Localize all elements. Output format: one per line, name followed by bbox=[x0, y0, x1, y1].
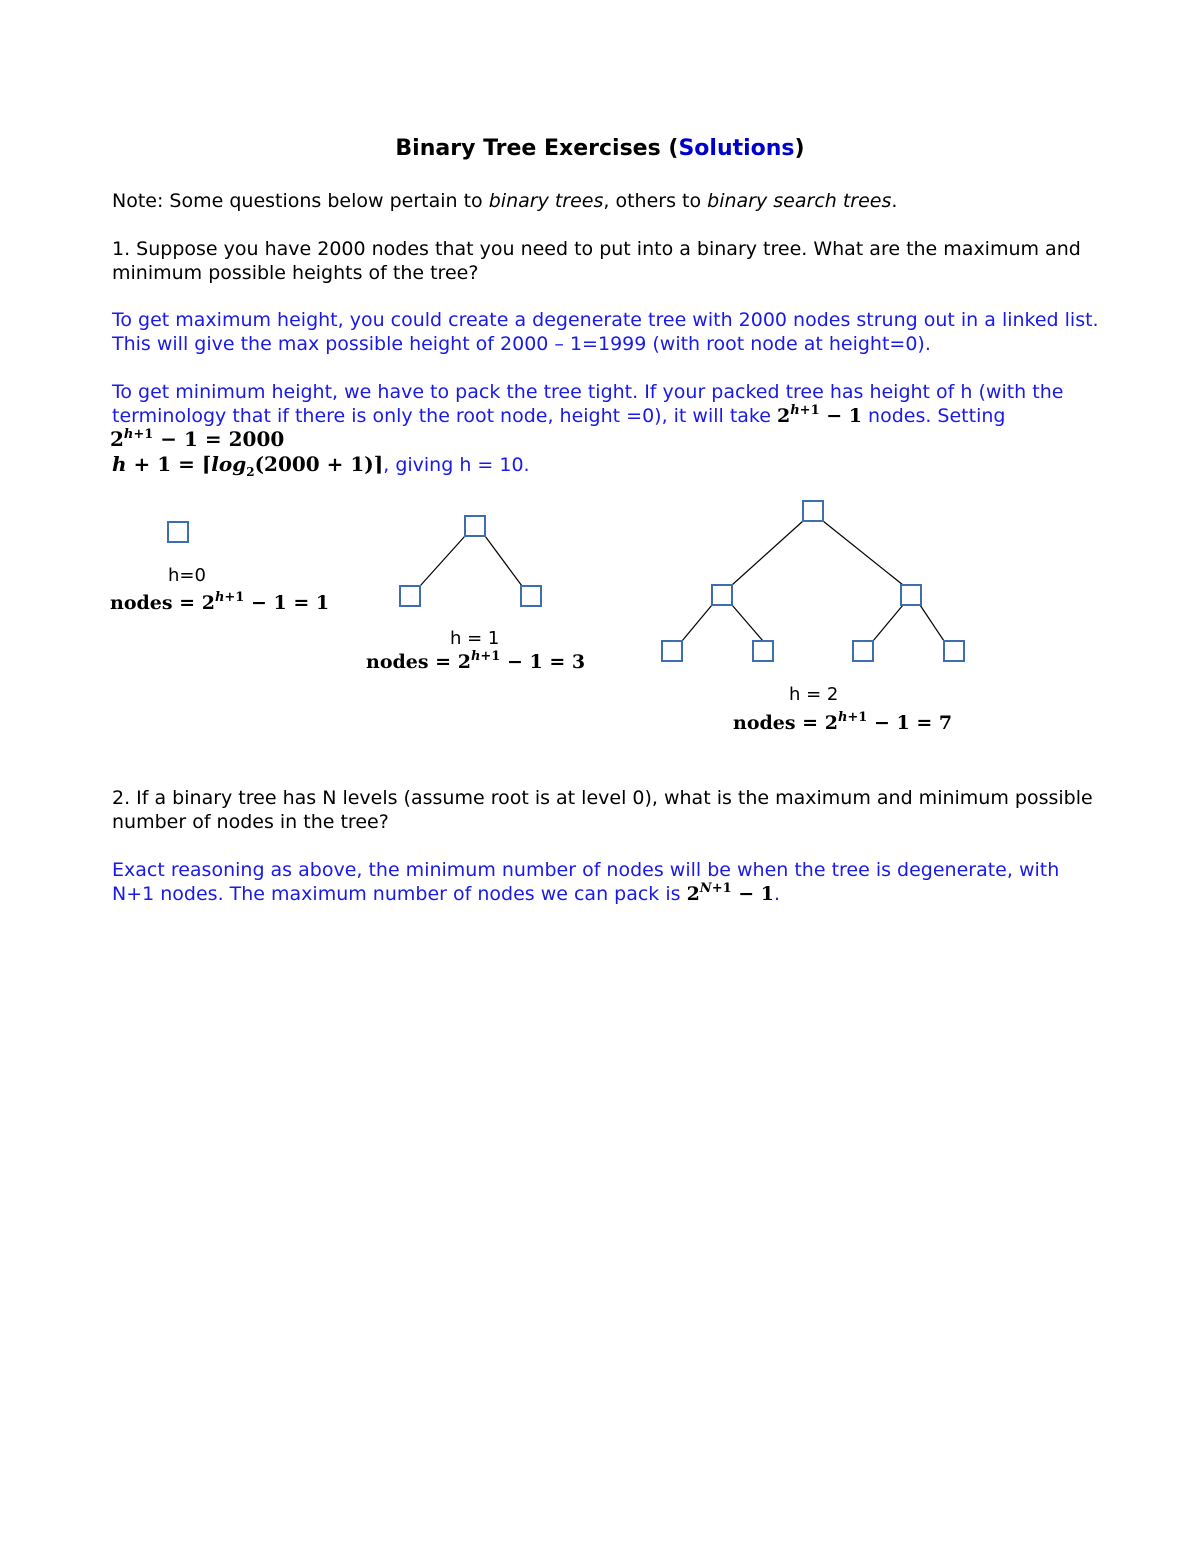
answer-1-max-height: To get maximum height, you could create a degenerate tree with 2000 nodes strung out in a linked list. This will give the max possible height of 2000 – 1=1999 (with root node at height=0). bbox=[112, 309, 1099, 355]
tree2-root-node bbox=[803, 501, 823, 521]
note-mid: , others to bbox=[603, 190, 708, 212]
tree2-edge-r-rl bbox=[873, 605, 903, 641]
note-prefix: Note: Some questions below pertain to bbox=[112, 190, 489, 212]
tree2-edge-l-lr bbox=[732, 605, 763, 641]
title-close-paren: ) bbox=[794, 136, 805, 161]
tree1-caption: h = 1 bbox=[450, 628, 500, 649]
answer-2 bbox=[112, 858, 1102, 906]
tree2-formula: nodes = $2^{h+1} - 1 = 7$ bbox=[733, 710, 953, 734]
tree1-right-node bbox=[521, 586, 541, 606]
question-2: 2. If a binary tree has N levels (assume root is at level 0), what is the maximum and minimum possible number of nodes in the tree? bbox=[112, 787, 1093, 833]
tree2-result: 7 bbox=[938, 712, 953, 734]
tree2-left-node bbox=[712, 585, 732, 605]
tree2-rl-node bbox=[853, 641, 873, 661]
title-main: Binary Tree Exercises bbox=[395, 136, 661, 161]
tree0-root-node bbox=[168, 522, 188, 542]
tree1-result: 3 bbox=[571, 651, 586, 673]
tree1-formula: nodes = $2^{h+1} - 1 = 3$ bbox=[366, 649, 586, 673]
tree2-ll-node bbox=[662, 641, 682, 661]
tree0-caption: h=0 bbox=[168, 565, 206, 586]
question-1: 1. Suppose you have 2000 nodes that you need to put into a binary tree. What are the maximum and minimum possible heights of the tree? bbox=[112, 238, 1081, 284]
title-solutions: Solutions bbox=[678, 136, 795, 161]
answer-2-text: Exact reasoning as above, the minimum number of nodes will be when the tree is degenerate, with N+1 nodes. The maximum number of nodes we can pack is bbox=[112, 859, 1060, 905]
tree2-lr-node bbox=[753, 641, 773, 661]
tree2-edge-root-right bbox=[823, 521, 903, 585]
tree0-result: 1 bbox=[315, 592, 330, 614]
tree2-rr-node bbox=[944, 641, 964, 661]
tree2-edge-root-left bbox=[732, 521, 803, 585]
title-open-paren: ( bbox=[668, 136, 679, 161]
tree1-left-node bbox=[400, 586, 420, 606]
answer-1-setting-text: nodes. Setting bbox=[862, 405, 1006, 427]
equation-2h1-eq-2000: $2^{h+1} - 1 = 2000$ bbox=[110, 427, 285, 451]
tree0-formula: nodes = $2^{h+1} - 1 = 1$ bbox=[110, 590, 330, 614]
note-emphasis-bst: binary search trees bbox=[707, 190, 892, 212]
tree1-edge-left bbox=[420, 536, 465, 586]
tree1-edge-right bbox=[485, 536, 522, 586]
equation-ceil-log: $h + 1 = ⌈\log_2(2000$ + 1)⌉ bbox=[112, 452, 384, 479]
formula-2n1-minus-1: $2^{N+1} - 1$ bbox=[686, 881, 775, 905]
tree1-root-node bbox=[465, 516, 485, 536]
tree2-edge-r-rr bbox=[920, 605, 944, 641]
answer-2-end: . bbox=[774, 883, 781, 905]
tree2-right-node bbox=[901, 585, 921, 605]
note-emphasis-binary-trees: binary trees bbox=[488, 190, 604, 212]
tree2-caption: h = 2 bbox=[789, 684, 839, 705]
formula-2h1-minus-1: $2^{h+1} - 1$ bbox=[776, 403, 862, 427]
trees-figure bbox=[0, 0, 1200, 760]
note-end: . bbox=[891, 190, 898, 212]
answer-1-result: , giving h = 10. bbox=[383, 454, 530, 476]
tree2-edge-l-ll bbox=[682, 605, 712, 641]
answer-1-min-text: To get minimum height, we have to pack the tree tight. If your packed tree has height of h (with the terminology that if there is only the root node, height =0), it will take bbox=[112, 381, 1064, 427]
